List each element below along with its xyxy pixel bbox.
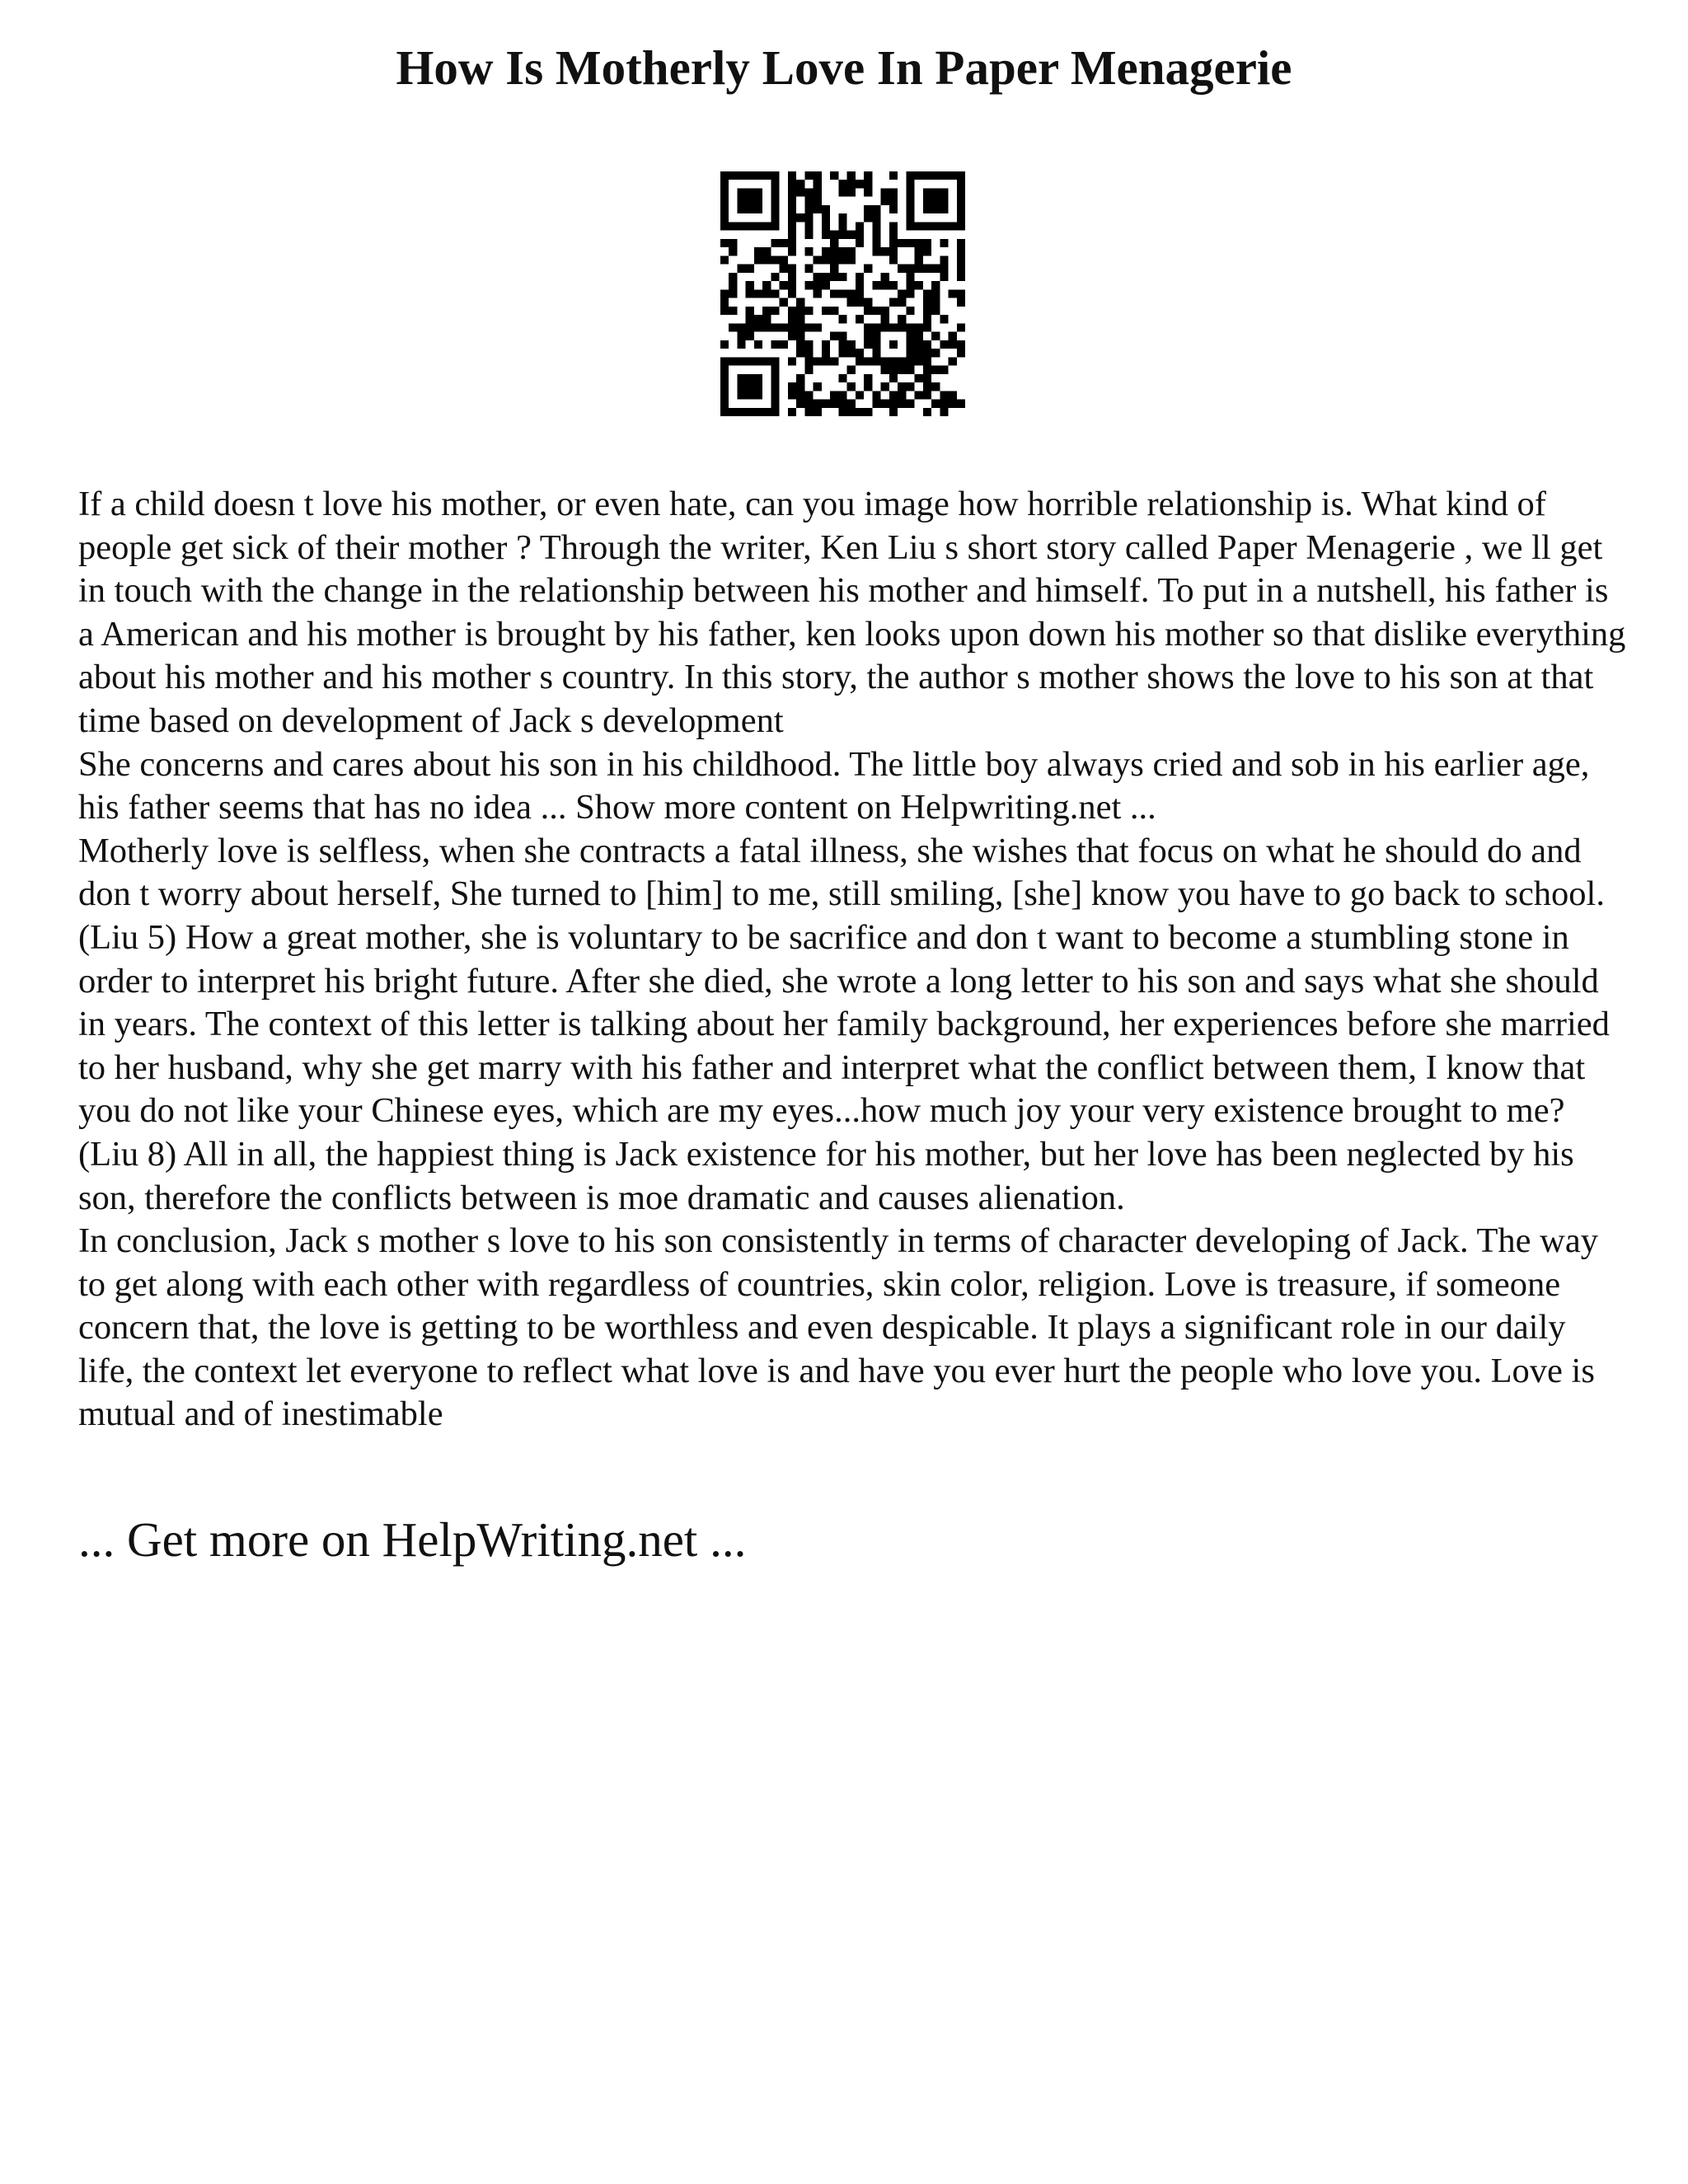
paragraph-intro: If a child doesn t love his mother, or even hate, can you image how horrible relationship is. What kind of people get sick of their mother ? Through the writer, Ken Liu s short story called Paper Menagerie , we ll get in touch with the change in the relationship between his mother and himself. To put in a nutshell, his father is a American and his mother is brought by his father, ken looks upon down his mother so that dislike everything about his mother and his mother s country. In this story, the author s mother shows the love to his son at that time based on development of Jack s development xyxy=(78,485,1626,740)
qr-code-icon[interactable] xyxy=(720,171,965,416)
document-body xyxy=(78,483,1628,1436)
get-more-link[interactable]: ... Get more on HelpWriting.net ... xyxy=(78,1512,747,1567)
paragraph-childhood: She concerns and cares about his son in his childhood. The little boy always cried and sob in his earlier age, his father seems that has no idea ... Show more content on Helpwriting.net ... xyxy=(78,744,1590,827)
paragraph-conclusion: In conclusion, Jack s mother s love to his son consistently in terms of character developing of Jack. The way to get along with each other with regardless of countries, skin color, religion. Love is treasure, if someone concern that, the love is getting to be worthless and even despicable. It plays a significant role in our daily life, the context let everyone to reflect what love is and have you ever hurt the people who love you. Love is mutual and of inestimable xyxy=(78,1221,1598,1434)
paragraph-selfless-love: Motherly love is selfless, when she contracts a fatal illness, she wishes that focus on what he should do and don t worry about herself, She turned to [him] to me, still smiling, [she] know you have to go back to school. (Liu 5) How a great mother, she is voluntary to be sacrifice and don t want to become a stumbling stone in order to interpret his bright future. After she died, she wrote a long letter to his son and says what she should in years. The context of this letter is talking about her family background, her experiences before she married to her husband, why she get marry with his father and interpret what the conflict between them, I know that you do not like your Chinese eyes, which are my eyes...how much joy your very existence brought to me? (Liu 8) All in all, the happiest thing is Jack existence for his mother, but her love has been neglected by his son, therefore the conflicts between is moe dramatic and causes alienation. xyxy=(78,831,1610,1217)
document-title: How Is Motherly Love In Paper Menagerie xyxy=(396,40,1292,95)
